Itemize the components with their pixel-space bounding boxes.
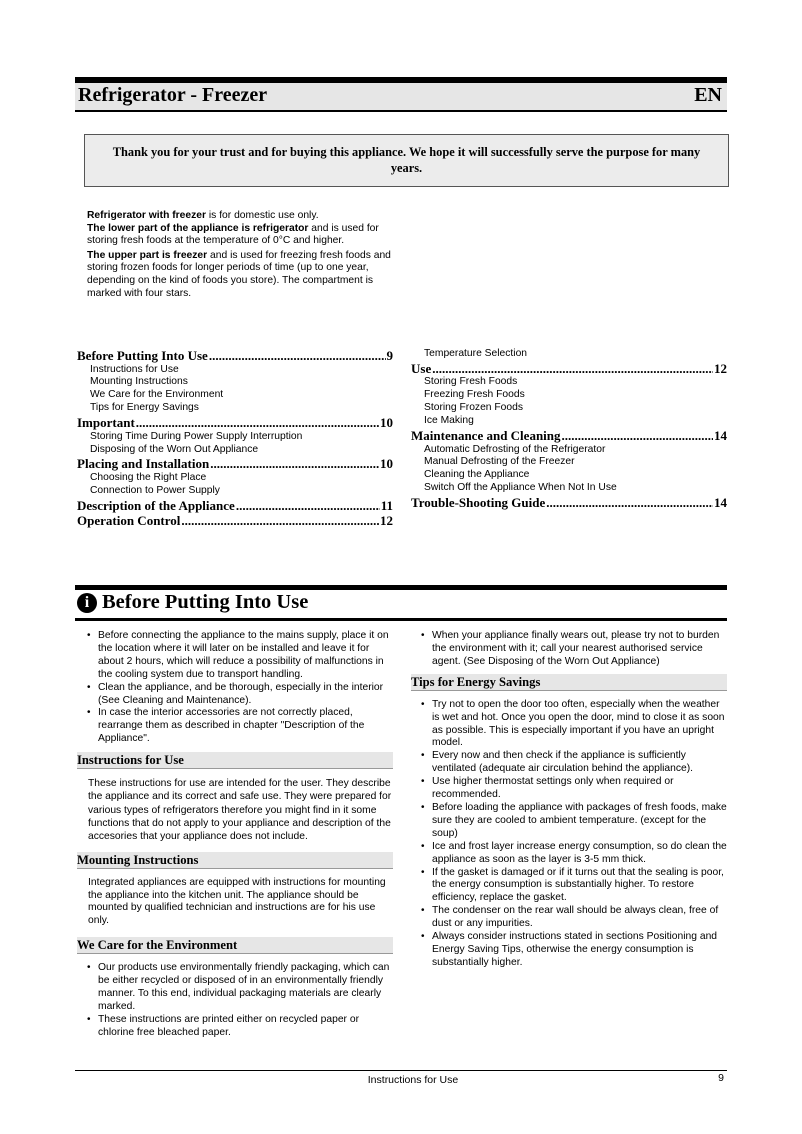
toc-page-number: 11 (380, 497, 393, 513)
toc-subitem[interactable]: Freezing Fresh Foods (424, 389, 525, 401)
intro-rest-3: and is used for freezing fresh foods and storing frozen foods for longer periods of time (up to one year, depending on the kind of foods you store). The compartment is marked with four stars. (87, 249, 391, 299)
section-rule-top (75, 585, 727, 590)
toc-item[interactable] (411, 361, 727, 377)
right-bullet-list (411, 630, 727, 669)
intro-bold-1: Refrigerator with freezer (87, 210, 207, 221)
mounting-heading: Mounting Instructions (77, 852, 393, 869)
bullet-item: • Before loading the appliance with packages of fresh foods, make sure they are cooled to ambient temperature. (except for the soup) (411, 802, 727, 841)
toc-page-number: 10 (380, 415, 393, 431)
environment-bullet-list (77, 962, 393, 1039)
toc-subitem[interactable]: Switch Off the Appliance When Not In Use (424, 482, 617, 494)
toc-item[interactable] (411, 428, 727, 444)
toc-leader-dots (432, 361, 713, 377)
toc-leader-dots (209, 348, 386, 364)
toc-subitem[interactable]: Storing Time During Power Supply Interruption (90, 430, 303, 442)
toc-subitem[interactable]: Mounting Instructions (90, 376, 188, 388)
toc-item-label: Before Putting Into Use (77, 348, 208, 363)
toc-page-number: 12 (714, 360, 727, 376)
intro-paragraph-2 (87, 250, 407, 300)
intro-rest-1: is for domestic use only. (206, 210, 319, 221)
toc-right (411, 348, 727, 511)
toc-subitem[interactable]: Instructions for Use (90, 363, 179, 375)
toc-item-label: Trouble-Shooting Guide (411, 495, 546, 511)
toc-leader-dots (562, 428, 713, 444)
bullet-item: • These instructions are printed either on recycled paper or chlorine free bleached paper. (77, 1014, 393, 1040)
instructions-text: These instructions for use are intended for the user. They describe the appliance and its correct and safe use. They were prepared for various types of refrigerators therefore you might find in it some functions that do not apply to your appliance and description of the accesories that your appliance does not include. (88, 778, 392, 843)
left-bullet-list (77, 630, 393, 746)
section-rule-bottom (75, 618, 727, 621)
instructions-heading: Instructions for Use (77, 752, 393, 769)
left-column (77, 630, 393, 1040)
toc-leader-dots (210, 456, 379, 472)
toc-subitem[interactable]: Choosing the Right Place (90, 471, 207, 483)
bullet-item: • Always consider instructions stated in sections Positioning and Energy Saving Tips, otherwise the energy consumption is substantially higher. (411, 931, 727, 970)
toc-item-label: Operation Control (77, 513, 181, 529)
right-column (411, 630, 727, 970)
toc-leader-dots (136, 415, 379, 431)
toc-item[interactable] (77, 415, 393, 431)
toc-page-number: 12 (380, 513, 393, 529)
toc-item[interactable] (77, 456, 393, 472)
toc-subitem[interactable]: Storing Fresh Foods (424, 376, 518, 388)
language-code: EN (694, 84, 722, 106)
bullet-item: • When your appliance finally wears out, please try not to burden the environment with it; call your nearest authorised service agent. (See Disposing of the Worn Out Appliance) (411, 630, 727, 669)
toc-subitem[interactable]: Tips for Energy Savings (90, 402, 199, 414)
mounting-text: Integrated appliances are equipped with instructions for mounting the appliance into the kitchen unit. The appliance should be mounted by qualified technician and instructions are for his use only. (88, 876, 386, 927)
toc-item[interactable] (77, 348, 393, 364)
toc-subitem[interactable]: Cleaning the Appliance (424, 469, 530, 481)
toc-subitem[interactable]: Disposing of the Worn Out Appliance (90, 443, 259, 455)
thanks-box: Thank you for your trust and for buying this appliance. We hope it will successfully serve the purpose for many years. (84, 134, 729, 187)
toc-subitem[interactable]: Ice Making (424, 415, 474, 427)
toc-subitem[interactable]: We Care for the Environment (90, 389, 224, 401)
intro-text (87, 210, 407, 300)
intro-rest-2: and is used for storing fresh foods at the temperature of 0°C and higher. (87, 222, 379, 247)
toc-leader-dots (181, 513, 379, 529)
info-icon: i (77, 593, 97, 613)
toc-item-label: Placing and Installation (77, 456, 210, 472)
bullet-item: • Before connecting the appliance to the mains supply, place it on the location where it will later on be installed and leave it for about 2 hours, which will reduce a possibility of malfunctions in the cooling system due to transport handling. (77, 630, 393, 682)
toc-item-label: Important (77, 415, 135, 431)
bullet-item: • Clean the appliance, and be thorough, especially in the interior (See Cleaning and Maintenance). (77, 682, 393, 708)
toc-page-number: 9 (386, 348, 393, 363)
toc-item-label: Description of the Appliance (77, 497, 235, 513)
tips-bullet-list (411, 699, 727, 970)
document-title: Refrigerator - Freezer (78, 84, 268, 106)
toc-page-number: 14 (714, 495, 727, 511)
bullet-item: • Our products use environmentally friendly packaging, which can be either recycled or disposed of in an environmentally friendly manner. To this end, individual packaging materials are clearly marked. (77, 962, 393, 1014)
toc-page-number: 14 (714, 428, 727, 444)
toc-item-label: Maintenance and Cleaning (411, 428, 561, 444)
toc-leader-dots (546, 495, 713, 511)
bullet-item: • In case the interior accessories are not correctly placed, rearrange them as described in chapter "Description of the Appliance". (77, 707, 393, 746)
toc-page-number: 10 (380, 456, 393, 472)
intro-bold-2: The lower part of the appliance is refrigerator (87, 222, 309, 234)
footer-text: Instructions for Use (367, 1074, 459, 1086)
toc-subitem[interactable]: Automatic Defrosting of the Refrigerator (424, 443, 606, 455)
bullet-item: • Use higher thermostat settings only when required or recommended. (411, 776, 727, 802)
toc-item[interactable] (77, 513, 393, 529)
section-title: Before Putting Into Use (102, 591, 309, 613)
intro-bold-3: The upper part is freezer (87, 249, 208, 261)
toc-item-label: Use (411, 360, 432, 376)
page-number: 9 (718, 1072, 724, 1084)
toc-left (77, 348, 393, 529)
intro-paragraph-1 (87, 210, 407, 248)
toc-subitem[interactable]: Manual Defrosting of the Freezer (424, 456, 575, 468)
toc-item[interactable] (411, 495, 727, 511)
toc-subitem[interactable]: Connection to Power Supply (90, 484, 220, 496)
toc-subitem[interactable]: Temperature Selection (424, 348, 528, 359)
bullet-item: • Try not to open the door too often, especially when the weather is wet and hot. Once you open the door, mind to close it as soon as possible. This is especially important if you have an upright model. (411, 699, 727, 751)
bullet-item: • The condenser on the rear wall should be always clean, free of dust or any impurities. (411, 905, 727, 931)
toc-leader-dots (236, 498, 380, 514)
tips-heading: Tips for Energy Savings (411, 674, 727, 691)
section-heading (77, 591, 308, 614)
bullet-item: • If the gasket is damaged or if it turns out that the sealing is poor, the energy consumption is substantially higher. To restore efficiency, replace the gasket. (411, 867, 727, 906)
footer-rule (75, 1070, 727, 1071)
bullet-item: • Every now and then check if the appliance is sufficiently ventilated (adequate air circulation behind the appliance). (411, 750, 727, 776)
environment-heading: We Care for the Environment (77, 937, 393, 954)
bullet-item: • Ice and frost layer increase energy consumption, so do clean the appliance as soon as the layer is 3-5 mm thick. (411, 841, 727, 867)
toc-subitem[interactable]: Storing Frozen Foods (424, 402, 524, 414)
toc-item[interactable] (77, 498, 393, 514)
